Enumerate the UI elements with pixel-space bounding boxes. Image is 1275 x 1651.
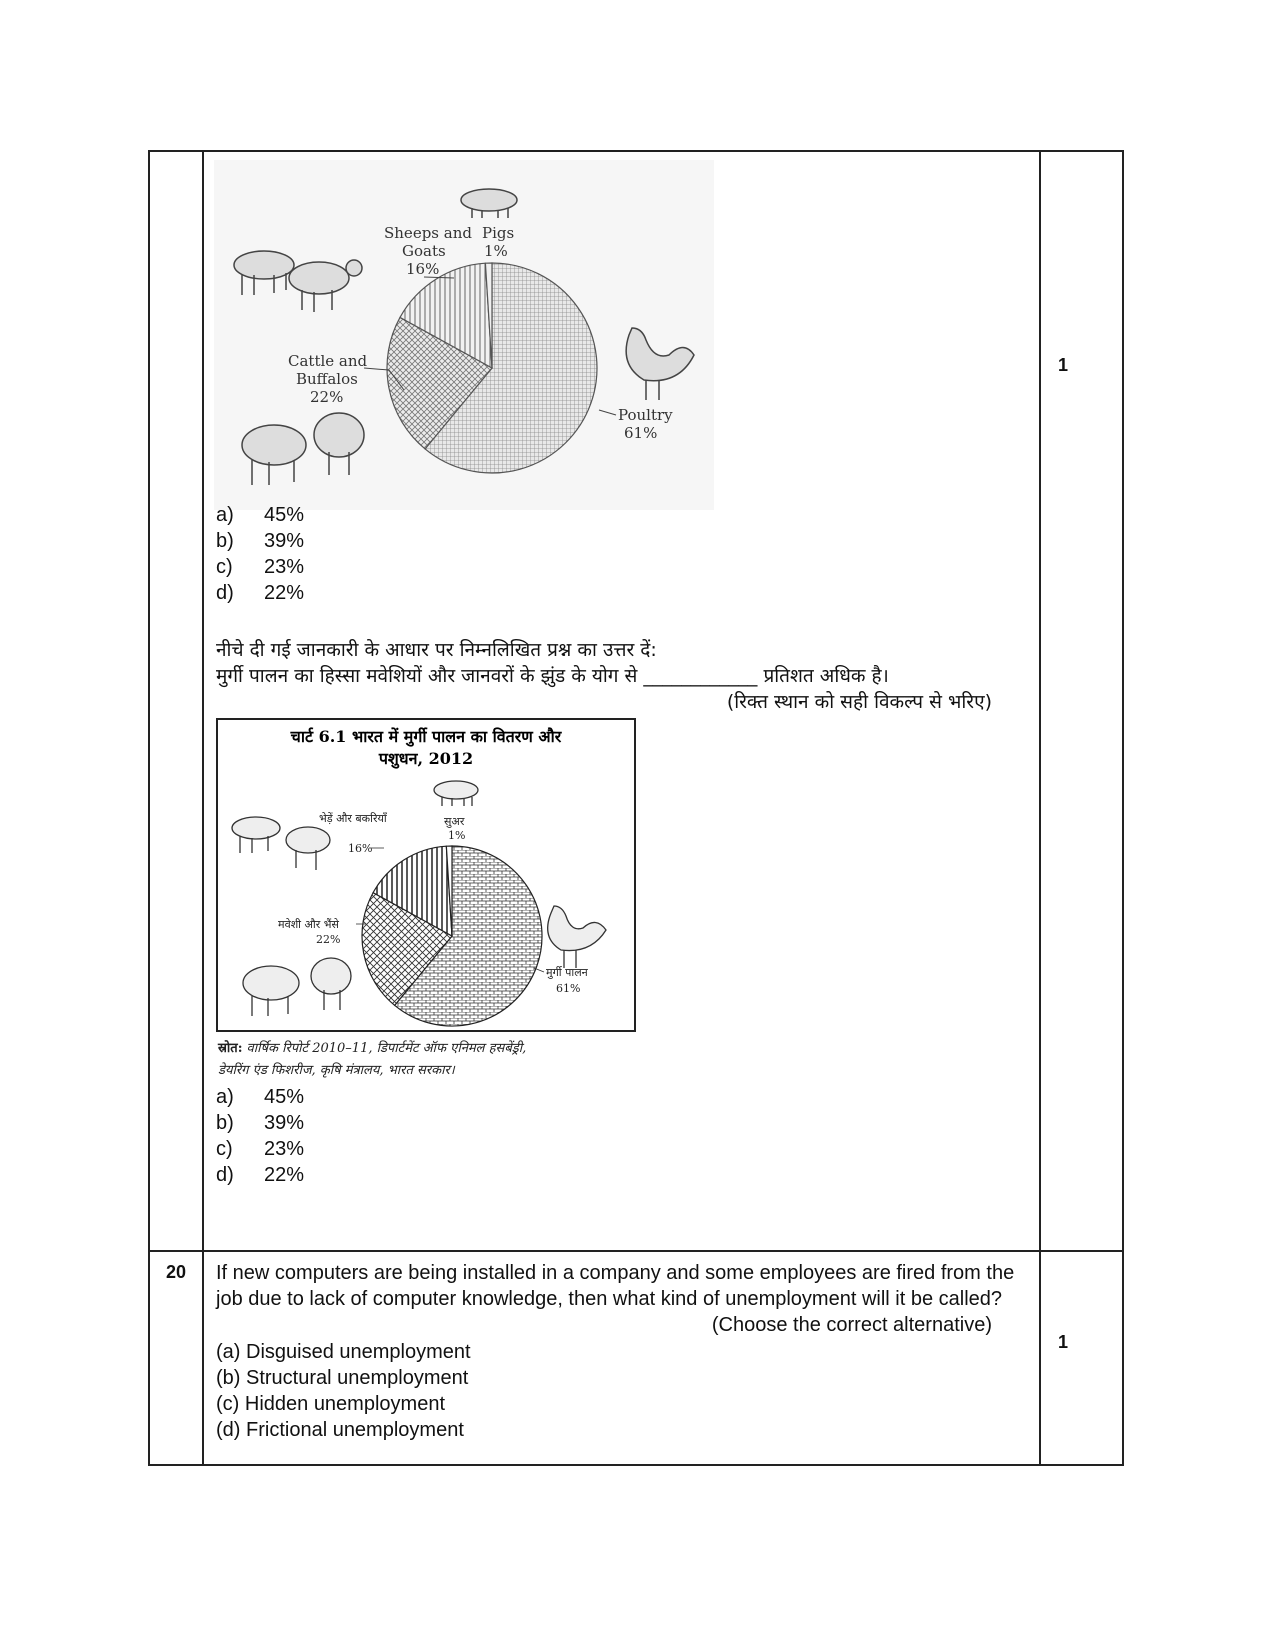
label-sheeps: Sheeps and <box>384 224 472 242</box>
option-en-c: c) 23% <box>216 556 305 578</box>
label-goats: Goats <box>402 242 446 260</box>
option-en-b: b) 39% <box>216 530 305 552</box>
label-cattle: Cattle and <box>288 352 368 370</box>
option-hi-b: b) 39% <box>216 1112 305 1134</box>
option-hi-d: d) 22% <box>216 1164 305 1186</box>
hindi-label-poultry: मुर्गी पालन <box>546 966 588 979</box>
hindi-label-sheep-pct: 16% <box>348 842 373 855</box>
label-buffalos: Buffalos <box>296 370 358 388</box>
hindi-chart-title2: पशुधन, 2012 <box>378 749 474 768</box>
hindi-label-sheep: भेड़ें और बकरियाँ <box>319 812 387 825</box>
cattle-illustration <box>242 413 364 485</box>
marks-column-divider <box>1039 152 1041 1464</box>
number-column-divider <box>202 152 204 1464</box>
english-pie-chart <box>214 160 714 510</box>
q20-marks: 1 <box>1058 1332 1069 1352</box>
rooster-illustration <box>626 328 694 400</box>
label-cattle-pct: 22% <box>310 388 344 406</box>
option-hi-c: c) 23% <box>216 1138 305 1160</box>
pig-illustration <box>461 189 517 218</box>
label-sheeps-pct: 16% <box>406 260 440 278</box>
hindi-source-line1: स्रोत: वार्षिक रिपोर्ट 2010–11, डिपार्टमेंट ऑफ एनिमल हसबेंड्री, <box>218 1041 527 1056</box>
hindi-question-line1: नीचे दी गई जानकारी के आधार पर निम्नलिखित प्रश्न का उत्तर दें: <box>216 639 657 661</box>
hindi-instruction: (रिक्त स्थान को सही विकल्प से भरिए) <box>726 691 992 713</box>
option-hi-a: a) 45% <box>216 1086 305 1108</box>
q20-text-line2: job due to lack of computer knowledge, then what kind of unemployment will it be called? <box>216 1288 1003 1310</box>
q20-instruction: (Choose the correct alternative) <box>711 1314 992 1336</box>
q20-option-b: (b) Structural unemployment <box>216 1367 469 1389</box>
hindi-label-cattle: मवेशी और भैंसे <box>278 918 339 931</box>
option-en-a: a) 45% <box>216 504 305 526</box>
hindi-pie-chart <box>216 718 646 1090</box>
q19-marks: 1 <box>1058 355 1069 375</box>
label-poultry-pct: 61% <box>624 424 658 442</box>
sheep-goat-illustration <box>234 251 362 312</box>
hindi-label-pig: सुअर <box>444 815 465 828</box>
row-divider <box>150 1250 1122 1252</box>
hindi-question-line2: मुर्गी पालन का हिस्सा मवेशियों और जानवरों के झुंड के योग से ____________ प्रतिशत अधिक है। <box>216 665 889 687</box>
q20-text-line1: If new computers are being installed in a company and some employees are fired from the <box>216 1262 1015 1284</box>
hindi-label-pig-pct: 1% <box>448 829 466 842</box>
question-table <box>148 150 1124 1466</box>
hindi-label-poultry-pct: 61% <box>556 982 581 995</box>
hindi-pie <box>362 846 542 1026</box>
label-pigs-pct: 1% <box>484 242 508 260</box>
fill-blank: ____________ <box>643 665 758 687</box>
hindi-source-line2: डेयरिंग एंड फिशरीज, कृषि मंत्रालय, भारत सरकार। <box>218 1063 455 1078</box>
hindi-chart-title1: चार्ट 6.1 भारत में मुर्गी पालन का वितरण और <box>290 727 562 746</box>
option-en-d: d) 22% <box>216 582 305 604</box>
q20-option-c: (c) Hidden unemployment <box>216 1393 445 1415</box>
hindi-label-cattle-pct: 22% <box>316 933 341 946</box>
q20-number: 20 <box>166 1262 187 1282</box>
label-pigs: Pigs <box>482 224 515 242</box>
label-poultry: Poultry <box>618 406 673 424</box>
q20-option-a: (a) Disguised unemployment <box>216 1341 471 1363</box>
q20-option-d: (d) Frictional unemployment <box>216 1419 464 1441</box>
english-pie <box>387 263 597 473</box>
